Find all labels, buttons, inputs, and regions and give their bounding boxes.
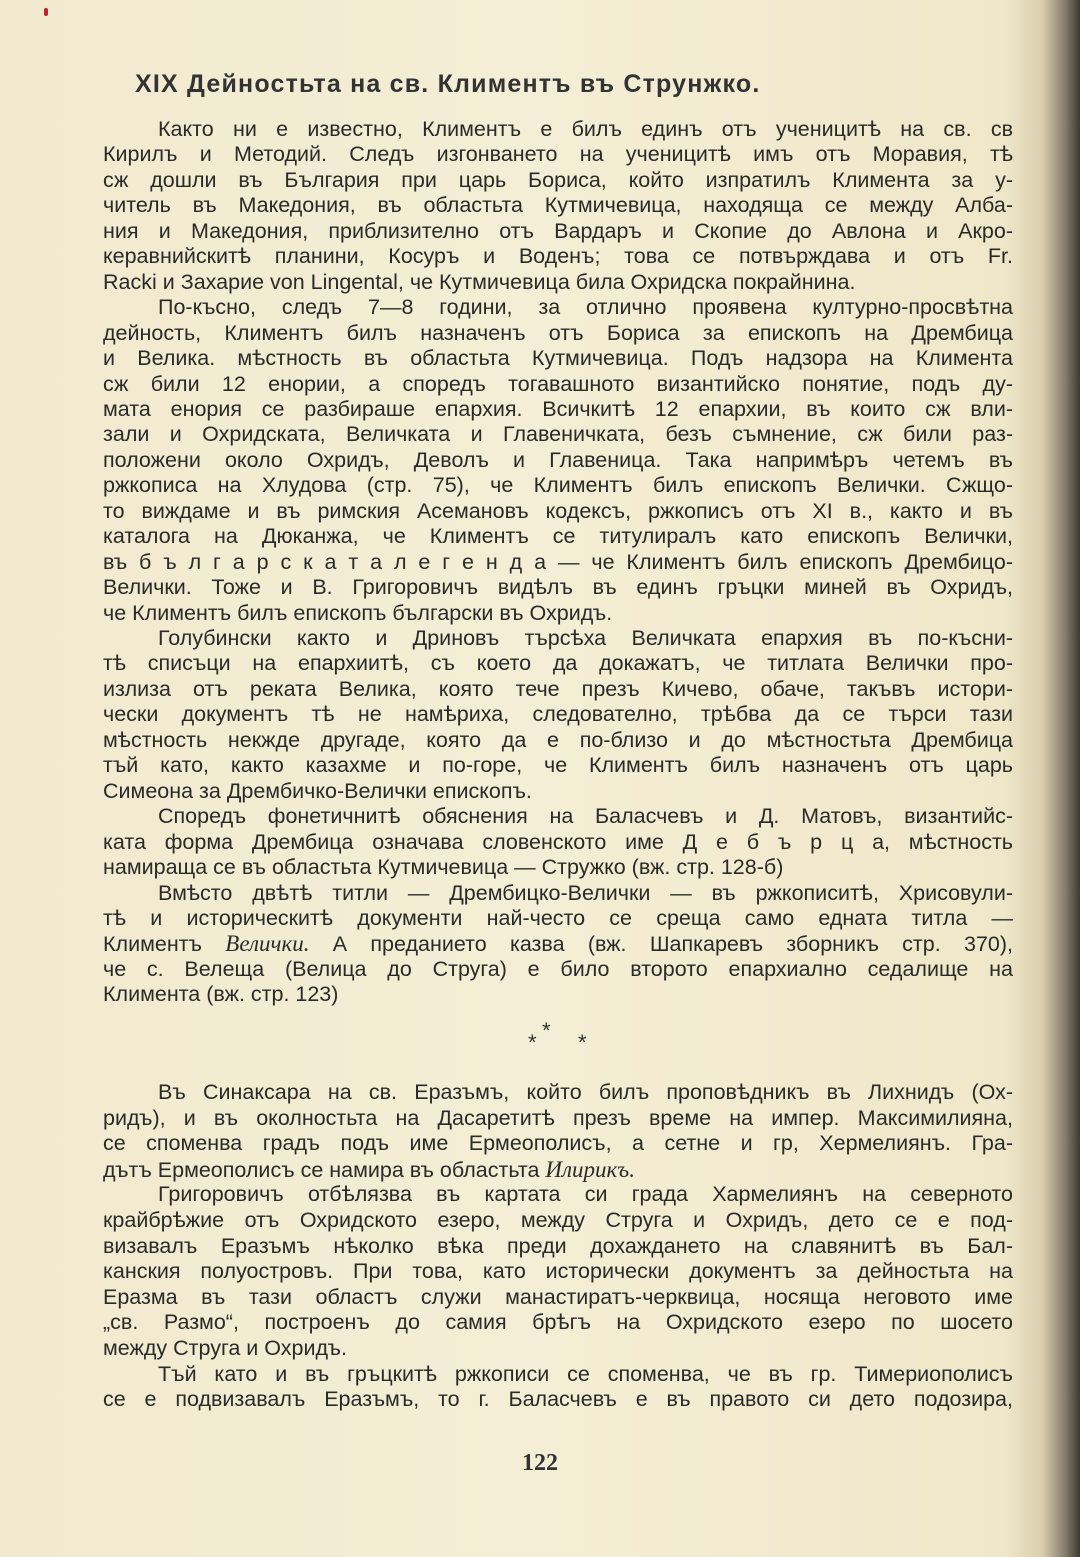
text-segment: крайбрѣжие отъ Охридското езеро, между Струга и Охридъ, дето се е под- — [103, 1208, 1013, 1232]
text-line — [103, 448, 1013, 473]
text-segment: зали и Охридската, Величката и Главеничката, безъ съмнение, сж били раз- — [103, 422, 1013, 447]
text-line — [158, 1080, 1013, 1105]
text-segment: ката форма Дрембица означава словенското име Д е б ъ р ц а, мѣстность — [103, 829, 1013, 854]
asterisk: * — [528, 1030, 537, 1055]
page-number: 122 — [522, 1450, 558, 1476]
text-line — [103, 1336, 1013, 1361]
text-line — [103, 982, 1013, 1007]
text-line — [158, 1182, 1013, 1207]
text-line — [103, 219, 1013, 244]
text-line — [103, 1387, 1013, 1412]
text-segment: намираща се въ областьта Кутмичевица — Стружко (вж. стр. 128-б) — [103, 855, 784, 880]
text-segment: Климентъ — [103, 932, 226, 957]
text-line — [158, 117, 1013, 142]
text-segment: А преданието казва (вж. Шапкаревъ зборникъ стр. 370), — [309, 932, 1013, 957]
text-line — [103, 931, 1013, 956]
text-segment: Тъй като и въ гръцкитѣ ржкописи се споменва, че въ гр. Тимериополисъ — [158, 1361, 1013, 1386]
scan-speck — [44, 8, 48, 16]
text-line — [158, 626, 1013, 651]
text-line — [103, 677, 1013, 702]
text-segment: По-късно, следъ 7—8 години, за отлично проявена културно-просвѣтна — [158, 295, 1013, 320]
text-line — [158, 295, 1013, 320]
text-segment: канския полуостровъ. При това, като исторически документъ за дейностьта на — [103, 1259, 1013, 1284]
text-segment: тѣ списъци на епархиитѣ, съ което да докажатъ, че титлата Велички про- — [103, 651, 1013, 676]
section-separator — [528, 1018, 598, 1054]
text-segment: каталога на Дюканжа, че Климентъ се титулиралъ като епископъ Велички, — [103, 524, 1013, 549]
text-segment: ржкописа на Хлудова (стр. 75), че Климентъ билъ епископъ Велички. Сжщо- — [103, 473, 1013, 498]
text-line — [103, 1106, 1013, 1131]
text-line — [158, 881, 1013, 906]
text-line — [103, 906, 1013, 931]
text-line — [103, 779, 1013, 804]
text-line — [103, 193, 1013, 218]
text-line — [158, 804, 1013, 829]
text-segment: Racki и Захарие von Lingental, че Кутмичевица била Охридска покрайнина. — [103, 269, 856, 294]
text-segment: чески документъ тѣ не намѣриха, следователно, трѣбва да се търси тази — [103, 702, 1013, 727]
text-segment: „св. Размо“, построенъ до самия брѣгъ на Охридското езеро по шосето — [103, 1310, 1013, 1335]
text-segment: тъй като, както казахме и по-горе, че Климентъ билъ назначенъ отъ царь — [103, 753, 1013, 778]
text-segment: Кирилъ и Методий. Следъ изгонването на ученицитѣ имъ отъ Моравия, тѣ — [103, 142, 1013, 167]
text-line — [103, 372, 1013, 397]
text-segment: мѣстность некжде другаде, която да е по-близо и до мѣстностьта Дрембица — [103, 727, 1013, 752]
text-segment: Вмѣсто двѣтѣ титли — Дрембицко-Велички — въ ржкописитѣ, Хрисовули- — [158, 880, 1013, 905]
text-line — [103, 830, 1013, 855]
text-segment: дейность, Климентъ билъ назначенъ отъ Бориса за епископъ на Дрембица — [103, 320, 1013, 345]
text-segment: Климента (вж. стр. 123) — [103, 982, 339, 1007]
asterisk: * — [542, 1018, 551, 1043]
text-segment: дътъ Ермеополисъ се намира въ областьта — [103, 1157, 546, 1182]
text-segment: тѣ и историческитѣ документи най-често се среща само едната титла — — [103, 905, 1013, 930]
text-line — [103, 1131, 1013, 1156]
text-segment: визавалъ Еразъмъ нѣколко вѣка преди дохаждането на славянитѣ въ Бал- — [103, 1233, 1013, 1258]
text-segment: и Велика. мѣстность въ областьта Кутмичевица. Подъ надзора на Климента — [103, 346, 1013, 371]
text-line — [103, 855, 1013, 880]
text-line — [103, 499, 1013, 524]
text-line — [103, 728, 1013, 753]
text-segment: Еразма въ тази областъ служи манастиратъ-черквица, носяща неговото име — [103, 1284, 1013, 1309]
italic-text: Велички. — [225, 931, 310, 957]
text-segment: мата енория се разбираше епархия. Всичкитѣ 12 епархии, въ които сж вли- — [103, 396, 1013, 421]
text-line — [103, 422, 1013, 447]
text-segment: Голубински както и Дриновъ търсѣха Величката епархия въ по-късни- — [158, 626, 1013, 650]
text-line — [103, 473, 1013, 498]
text-line — [103, 1285, 1013, 1310]
text-segment: то виждаме и въ римския Асемановъ кодексъ, ржкописъ отъ XI в., както и въ — [103, 498, 1013, 523]
text-line — [103, 397, 1013, 422]
text-line — [103, 957, 1013, 982]
text-segment: че Климентъ билъ епископъ български въ Охридъ. — [103, 600, 613, 625]
text-segment: читель въ Македония, въ областьта Кутмичевица, находяща се между Алба- — [103, 193, 1013, 218]
text-line — [103, 346, 1013, 371]
text-line — [103, 270, 1013, 295]
text-segment: сж дошли въ България при царь Бориса, който изпратилъ Климента за у- — [103, 167, 1013, 192]
text-line — [103, 142, 1013, 167]
text-line — [158, 1362, 1013, 1387]
text-line — [103, 702, 1013, 727]
text-line — [103, 524, 1013, 549]
text-segment: се е подвизавалъ Еразъмъ, то г. Баласчевъ е въ правото си дето подозира, — [103, 1387, 1013, 1412]
text-segment: Споредъ фонетичнитѣ обяснения на Баласчевъ и Д. Матовъ, византийс- — [158, 804, 1013, 829]
text-segment: сж били 12 енории, а споредъ тогавашното византийско понятие, подъ ду- — [103, 371, 1013, 396]
text-segment: се споменва градъ подъ име Ермеополисъ, а сетне и гр, Хермелиянъ. Гра- — [103, 1131, 1013, 1156]
text-segment: Както ни е известно, Климентъ е билъ единъ отъ ученицитѣ на св. св — [158, 117, 1013, 141]
text-line — [103, 1208, 1013, 1233]
text-line — [103, 753, 1013, 778]
text-line — [103, 550, 1013, 575]
text-segment: ния и Македония, приблизително отъ Вардаръ и Скопие до Авлона и Акро- — [103, 218, 1013, 243]
text-segment: въ б ъ л г а р с к а т а л е г е н д а — че Климентъ билъ епископъ Дрембицо- — [103, 549, 1013, 574]
text-line — [103, 1157, 1013, 1182]
text-segment: Григоровичъ отбѣлязва въ картата си града Хармелиянъ на северното — [158, 1182, 1013, 1207]
text-segment: излиза отъ реката Велика, която тече презъ Кичево, обаче, такъвъ истори- — [103, 676, 1013, 701]
text-line — [103, 1259, 1013, 1284]
asterisk: * — [578, 1030, 587, 1055]
chapter-title: XIX Дейностьта на св. Климентъ въ Струнжко. — [135, 70, 761, 98]
text-segment: ридъ), и въ околностьта на Дасаретитѣ презъ време на импер. Максимилияна, — [103, 1105, 1013, 1130]
text-line — [103, 575, 1013, 600]
text-segment: че с. Велеща (Велица до Струга) е било второто епархиално седалище на — [103, 956, 1013, 981]
text-segment: между Струга и Охридъ. — [103, 1336, 347, 1360]
text-line — [103, 601, 1013, 626]
text-line — [103, 244, 1013, 269]
text-segment: положени около Охридъ, Деволъ и Главеница. Така напримѣръ четемъ въ — [103, 447, 1013, 472]
text-line — [103, 321, 1013, 346]
text-line — [103, 651, 1013, 676]
text-segment: Велички. Тоже и В. Григоровичъ видѣлъ въ единъ гръцки миней въ Охридъ, — [103, 575, 1013, 600]
text-line — [103, 168, 1013, 193]
text-line — [103, 1310, 1013, 1335]
text-segment: керавнийскитѣ планини, Косуръ и Воденъ; това се потвърждава и отъ Fr. — [103, 244, 1013, 269]
italic-text: Илирикъ. — [545, 1156, 635, 1182]
text-segment: Въ Синаксара на св. Еразъмъ, който билъ проповѣдникъ въ Лихнидъ (Ох- — [158, 1080, 1013, 1104]
text-line — [103, 1234, 1013, 1259]
text-segment: Симеона за Дрембичко-Велички епископъ. — [103, 778, 532, 803]
